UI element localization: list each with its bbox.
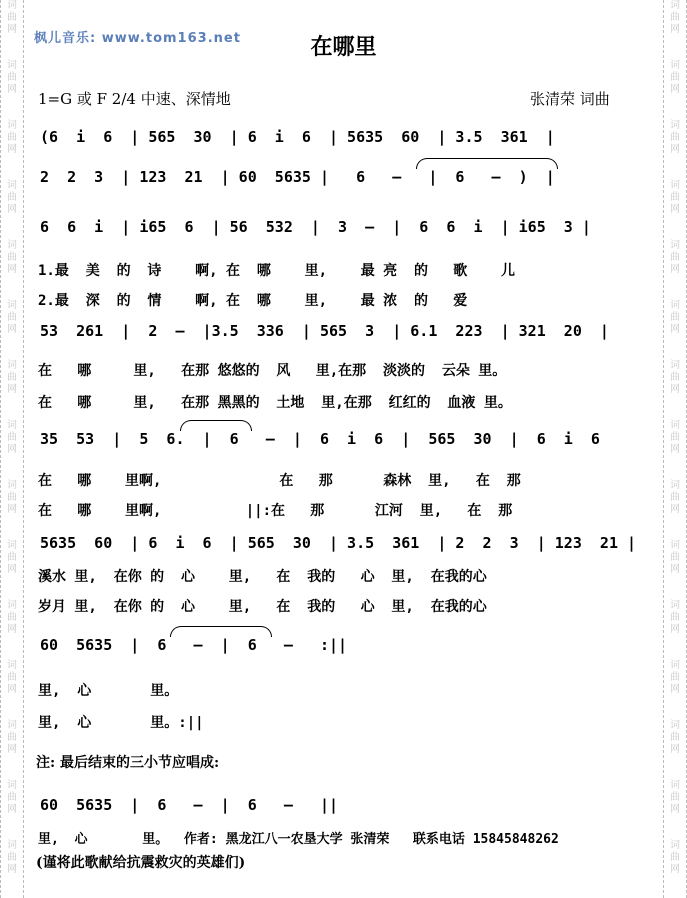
dedication: (谨将此歌献给抗震救灾的英雄们) <box>36 855 246 871</box>
watermark-text: 词 曲 网 <box>670 300 680 335</box>
watermark-text: 词 曲 网 <box>7 120 17 155</box>
watermark-text: 词 曲 网 <box>670 480 680 515</box>
watermark-text: 词 曲 网 <box>670 360 680 395</box>
watermark-text: 词 曲 网 <box>670 840 680 875</box>
notation-line-3: 6 6 i | i65 6 | 56 532 | 3 — | 6 6 i | i65 3 | <box>40 218 591 236</box>
notation-line-8: 60 5635 | 6 — | 6 — || <box>40 796 339 814</box>
lyrics-line-5a: 在 哪 里啊, 在 那 森林 里, 在 那 <box>38 473 521 489</box>
watermark-text: 词 曲 网 <box>7 840 17 875</box>
tie <box>416 158 558 169</box>
author-credit: 张清荣 词曲 <box>530 90 610 108</box>
tie <box>180 420 252 431</box>
lyrics-line-7b: 里, 心 里。:|| <box>38 715 204 731</box>
lyrics-author-line: 里, 心 里。 作者: 黑龙江八一农垦大学 张清荣 联系电话 15845848262 <box>38 832 559 847</box>
notation-line-7: 60 5635 | 6 — | 6 — :|| <box>40 636 348 654</box>
ending-note: 注: 最后结束的三小节应唱成: <box>36 755 220 771</box>
notation-line-4: 53 261 | 2 — |3.5 336 | 565 3 | 6.1 223 | 321 20 | <box>40 322 609 340</box>
notation-line-2: 2 2 3 | 123 21 | 60 5635 | 6 — | 6 — ) | <box>40 168 555 186</box>
watermark-text: 词 曲 网 <box>7 780 17 815</box>
watermark-text: 词 曲 网 <box>7 240 17 275</box>
watermark-text: 词 曲 网 <box>7 60 17 95</box>
watermark-text: 词 曲 网 <box>670 600 680 635</box>
watermark-text: 词 曲 网 <box>670 540 680 575</box>
watermark-text: 词 曲 网 <box>7 480 17 515</box>
watermark-text: 词 曲 网 <box>7 360 17 395</box>
key-meter: 1=G 或 F 2/4 中速、深情地 <box>38 90 231 108</box>
watermark-text: 词 曲 网 <box>670 780 680 815</box>
watermark-text: 词 曲 网 <box>7 600 17 635</box>
lyrics-line-3a: 1.最 美 的 诗 啊, 在 哪 里, 最 亮 的 歌 儿 <box>38 263 516 279</box>
watermark-text: 词 曲 网 <box>7 300 17 335</box>
watermark-text: 词 曲 网 <box>7 720 17 755</box>
watermark-text: 词 曲 网 <box>7 180 17 215</box>
watermark-text: 词 曲 网 <box>670 240 680 275</box>
watermark-text: 词 曲 网 <box>670 120 680 155</box>
lyrics-line-5b: 在 哪 里啊, ||:在 那 江河 里, 在 那 <box>38 503 513 519</box>
lyrics-line-3b: 2.最 深 的 情 啊, 在 哪 里, 最 浓 的 爱 <box>38 293 468 309</box>
watermark-text: 词 曲 网 <box>7 660 17 695</box>
watermark-text: 词 曲 网 <box>7 420 17 455</box>
watermark-text: 词 曲 网 <box>7 540 17 575</box>
watermark-text: 词 曲 网 <box>670 0 680 35</box>
lyrics-line-6a: 溪水 里, 在你 的 心 里, 在 我的 心 里, 在我的心 <box>38 569 487 585</box>
watermark-text: 词 曲 网 <box>670 60 680 95</box>
lyrics-line-4a: 在 哪 里, 在那 悠悠的 风 里,在那 淡淡的 云朵 里。 <box>38 363 507 379</box>
lyrics-line-7a: 里, 心 里。 <box>38 683 179 699</box>
notation-line-5: 35 53 | 5 6. | 6 — | 6 i 6 | 565 30 | 6 i 6 <box>40 430 600 448</box>
site-label: 枫儿音乐: www.tom163.net <box>34 31 241 46</box>
lyrics-line-4b: 在 哪 里, 在那 黑黑的 土地 里,在那 红红的 血液 里。 <box>38 395 512 411</box>
watermark-text: 词 曲 网 <box>670 180 680 215</box>
left-watermark-strip <box>0 0 24 898</box>
lyrics-line-6b: 岁月 里, 在你 的 心 里, 在 我的 心 里, 在我的心 <box>38 599 487 615</box>
watermark-text: 词 曲 网 <box>670 720 680 755</box>
song-title: 在哪里 <box>310 34 377 60</box>
watermark-text: 词 曲 网 <box>670 420 680 455</box>
tie <box>170 626 272 637</box>
watermark-text: 词 曲 网 <box>7 0 17 35</box>
right-watermark-strip <box>663 0 687 898</box>
notation-line-6: 5635 60 | 6 i 6 | 565 30 | 3.5 361 | 2 2 3 | 123 21 | <box>40 534 637 552</box>
notation-line-1: (6 i 6 | 565 30 | 6 i 6 | 5635 60 | 3.5 361 | <box>40 128 555 146</box>
watermark-text: 词 曲 网 <box>670 660 680 695</box>
